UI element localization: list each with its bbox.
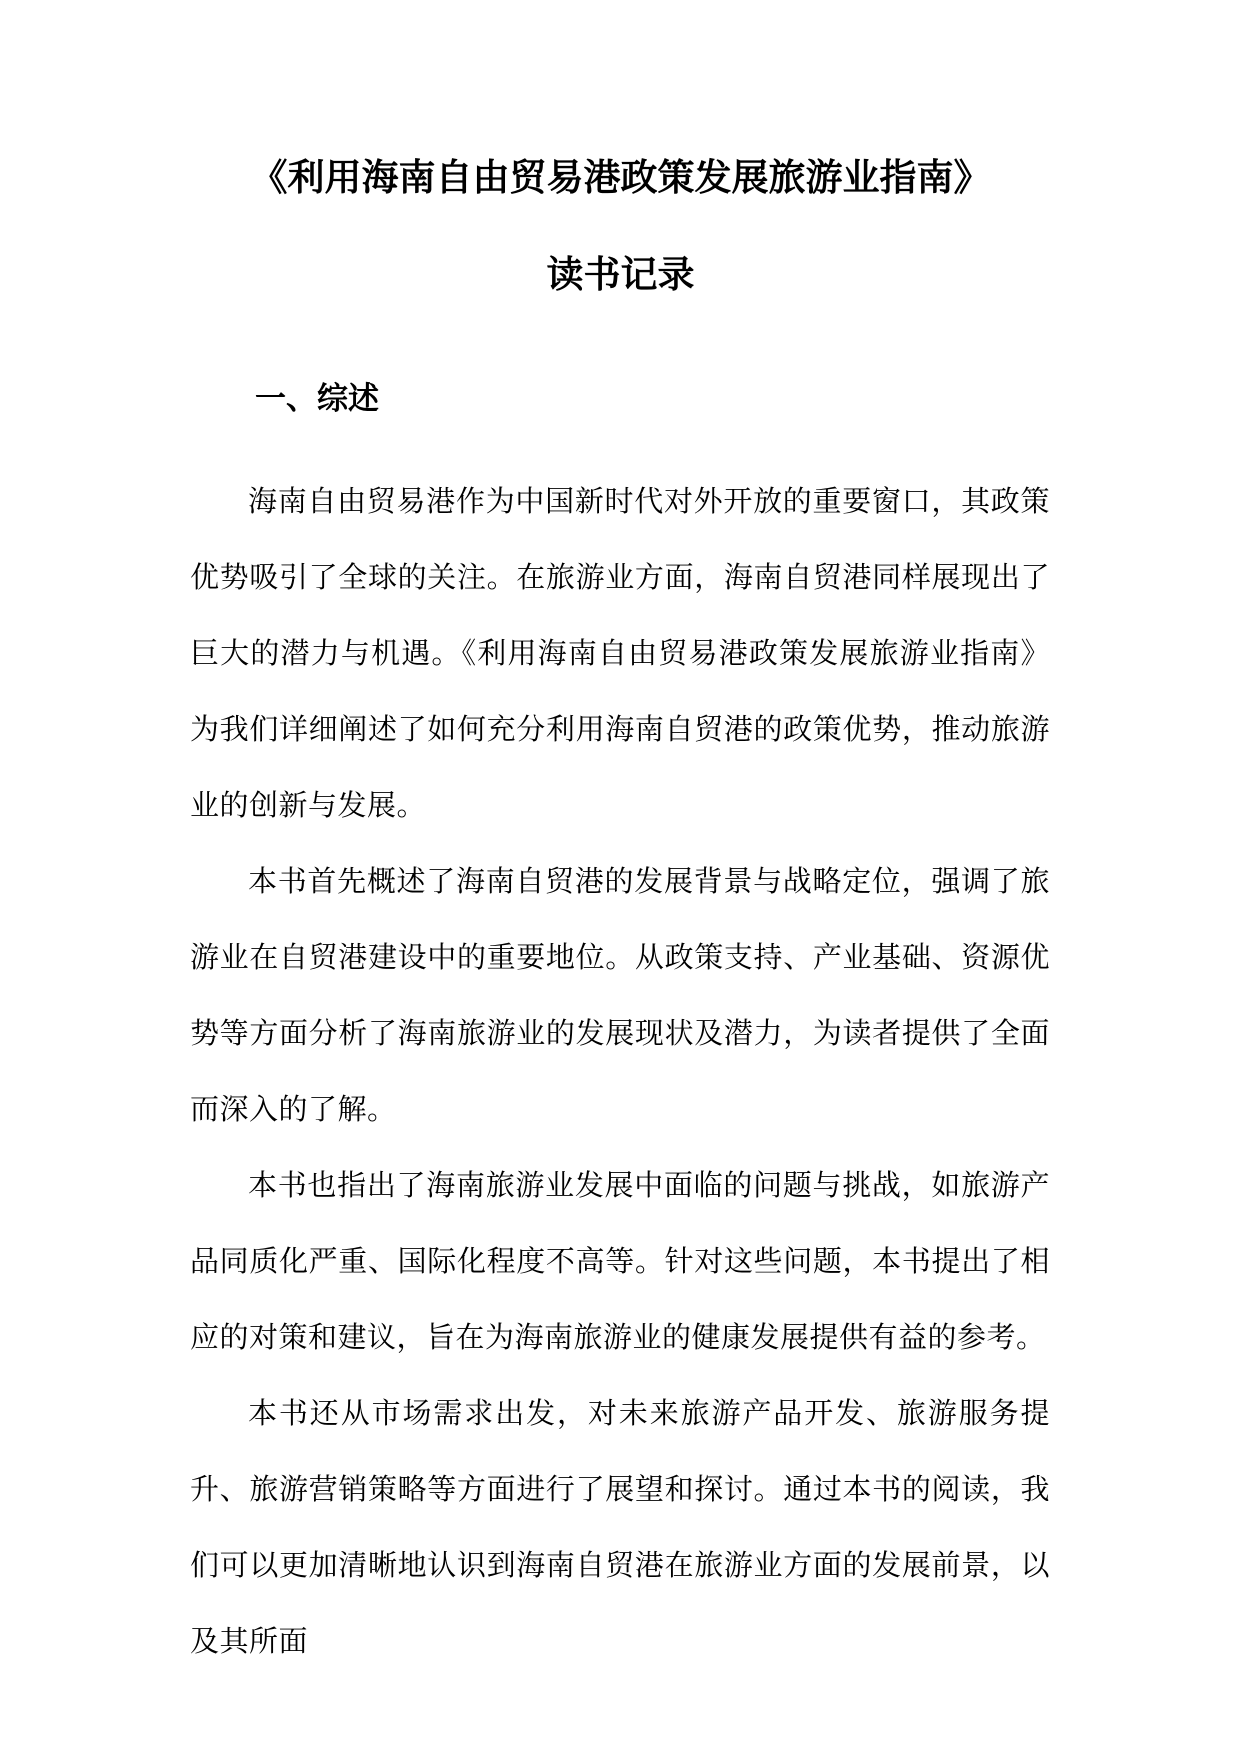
paragraph-2: 本书首先概述了海南自贸港的发展背景与战略定位，强调了旅游业在自贸港建设中的重要地位。从政策支持、产业基础、资源优势等方面分析了海南旅游业的发展现状及潜力，为读者提供了全面而深入的了解。 <box>190 864 1050 1126</box>
paragraph-1: 海南自由贸易港作为中国新时代对外开放的重要窗口，其政策优势吸引了全球的关注。在旅游业方面，海南自贸港同样展现出了巨大的潜力与机遇。《利用海南自由贸易港政策发展旅游业指南》为我们详细阐述了如何充分利用海南自贸港的政策优势，推动旅游业的创新与发展。 <box>190 484 1050 822</box>
section-body <box>190 463 1050 1679</box>
document-subtitle: 读书记录 <box>546 253 695 296</box>
paragraph-4: 本书还从市场需求出发，对未来旅游产品开发、旅游服务提升、旅游营销策略等方面进行了展望和探讨。通过本书的阅读，我们可以更加清晰地认识到海南自贸港在旅游业方面的发展前景，以及其所面 <box>190 1396 1050 1658</box>
document-title: 《利用海南自由贸易港政策发展旅游业指南》 <box>250 156 991 199</box>
section-heading-overview: 一、综述 <box>255 381 379 417</box>
paragraph-3: 本书也指出了海南旅游业发展中面临的问题与挑战，如旅游产品同质化严重、国际化程度不高等。针对这些问题，本书提出了相应的对策和建议，旨在为海南旅游业的健康发展提供有益的参考。 <box>190 1168 1050 1354</box>
